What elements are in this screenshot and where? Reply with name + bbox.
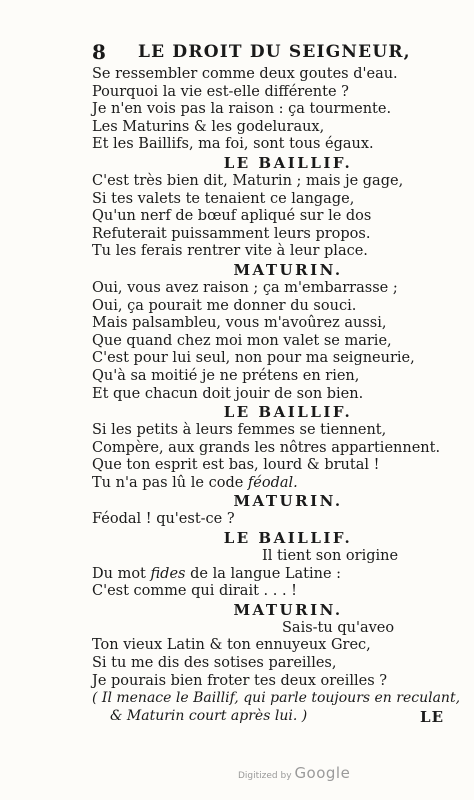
verse-line	[92, 475, 444, 493]
google-logo: Google	[294, 764, 351, 782]
verse-text: Tu n'a pas lû le code	[92, 474, 248, 491]
verse-line: Refuterait puissamment leurs propos.	[92, 225, 371, 242]
speaker-heading: MATURIN.	[233, 260, 343, 279]
speaker-heading: MATURIN.	[233, 600, 343, 619]
digitized-label: Digitized by	[238, 771, 292, 781]
running-title: LE DROIT DU SEIGNEUR,	[138, 42, 411, 62]
digitized-by-watermark	[238, 764, 350, 782]
verse-line: Pourquoi la vie est-elle différente ?	[92, 83, 349, 100]
verse-line: C'est comme qui dirait . . . !	[92, 583, 297, 600]
verse-line	[92, 511, 444, 529]
verse-line: Il tient son origine	[262, 548, 399, 565]
verse-line: C'est très bien dit, Maturin ; mais je gage,	[92, 172, 404, 189]
verse-emphasis: féodal.	[247, 474, 298, 491]
verse-text: Féodal ! qu'est-ce ?	[92, 511, 235, 528]
verse-line: Je n'en vois pas la raison : ça tourmente.	[92, 101, 392, 118]
verse-line: Compère, aux grands les nôtres appartiennent.	[92, 439, 441, 456]
verse-line: Je pourais bien froter tes deux oreilles ?	[92, 672, 388, 689]
speaker-heading: LE BAILLIF.	[223, 153, 353, 172]
verse-line: Si les petits à leurs femmes se tiennent,	[92, 422, 387, 439]
page-number: 8	[92, 40, 106, 64]
verse-line: Sais-tu qu'aveo	[282, 619, 395, 636]
verse-line: Mais palsambleu, vous m'avoûrez aussi,	[92, 315, 387, 332]
verse-line: Les Maturins & les godeluraux,	[92, 118, 325, 135]
page-header	[92, 40, 432, 66]
play-text	[92, 66, 461, 725]
verse-line: Si tu me dis des sotises pareilles,	[92, 655, 337, 672]
verse-line: C'est pour lui seul, non pour ma seigneurie,	[92, 350, 415, 367]
verse-line: Se ressembler comme deux goutes d'eau.	[92, 66, 398, 82]
verse-line: Tu les ferais rentrer vite à leur place.	[92, 243, 368, 260]
speaker-heading: LE BAILLIF.	[223, 403, 353, 422]
verse-line: Qu'un nerf de bœuf apliqué sur le dos	[92, 208, 372, 225]
verse-line	[92, 566, 444, 584]
stage-direction: & Maturin court après lui. )	[110, 707, 308, 724]
verse-emphasis: fides	[150, 565, 186, 582]
verse-line: Qu'à sa moitié je ne prétens en rien,	[92, 367, 360, 384]
verse-text: Du mot	[92, 565, 151, 582]
verse-line: Si tes valets te tenaient ce langage,	[92, 190, 355, 207]
verse-line: Que ton esprit est bas, lourd & brutal !	[92, 457, 380, 474]
verse-line: Oui, vous avez raison ; ça m'embarrasse ;	[92, 279, 398, 296]
verse-line: Que quand chez moi mon valet se marie,	[92, 332, 392, 349]
verse-line: Oui, ça pourait me donner du souci.	[92, 297, 357, 314]
catchword: LE	[420, 708, 444, 726]
verse-text: de la langue Latine :	[185, 565, 342, 582]
stage-direction: ( Il menace le Baillif, qui parle toujours en reculant,	[92, 690, 461, 707]
verse-line: Ton vieux Latin & ton ennuyeux Grec,	[92, 637, 371, 654]
speaker-heading: LE BAILLIF.	[223, 529, 353, 548]
verse-line: Et les Baillifs, ma foi, sont tous égaux.	[92, 136, 374, 153]
verse-line: Et que chacun doit jouir de son bien.	[92, 385, 364, 402]
speaker-heading: MATURIN.	[233, 492, 343, 511]
